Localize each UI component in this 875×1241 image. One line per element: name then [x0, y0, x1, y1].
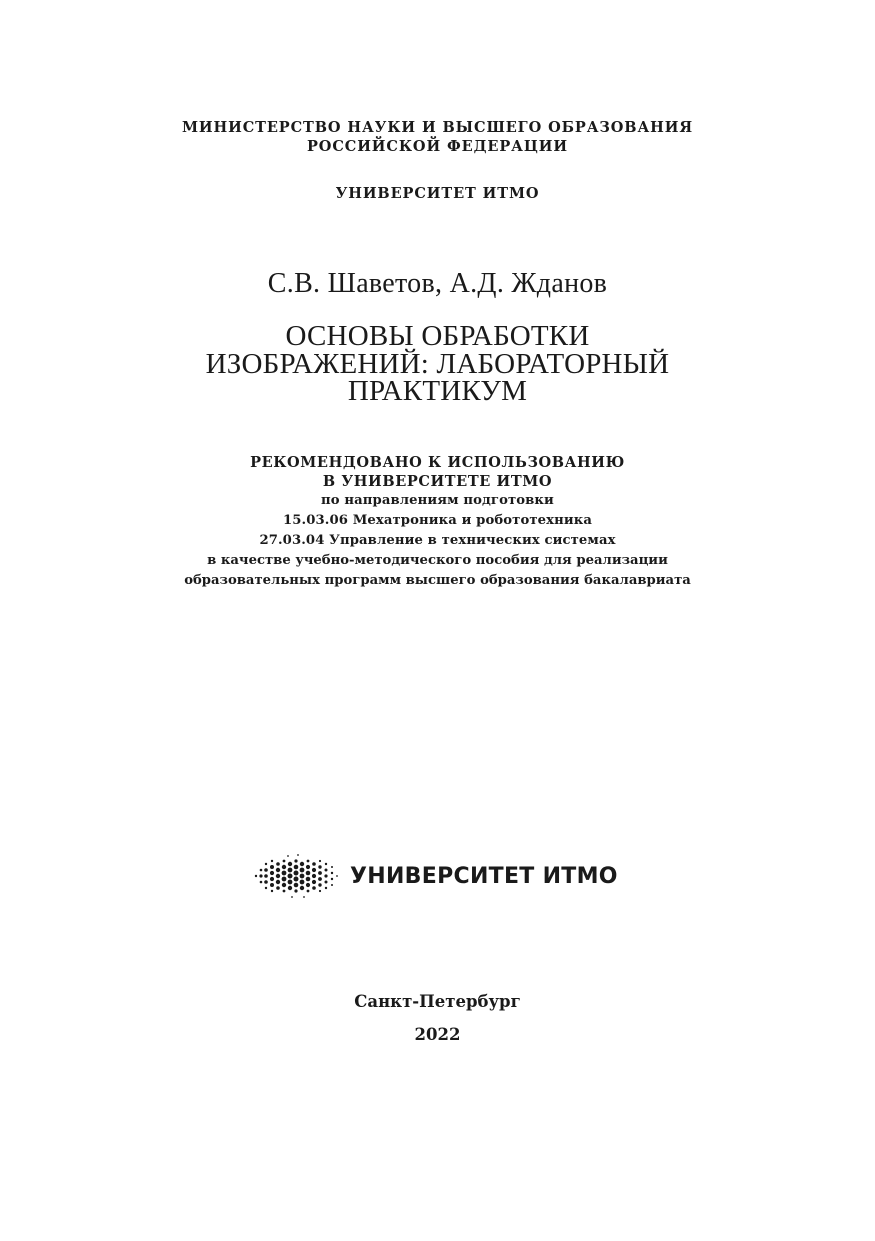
title-line-3: ПРАКТИКУМ [347, 375, 528, 407]
recommendation-line-5: 27.03.04 Управление в технических системах [259, 533, 616, 548]
title-line-2: ИЗОБРАЖЕНИЙ: ЛАБОРАТОРНЫЙ [205, 348, 670, 380]
recommendation-line-2: В УНИВЕРСИТЕТЕ ИТМО [322, 473, 553, 490]
ministry-line-1: МИНИСТЕРСТВО НАУКИ И ВЫСШЕГО ОБРАЗОВАНИЯ [181, 119, 694, 136]
year: 2022 [414, 1025, 461, 1044]
city: Санкт-Петербург [354, 992, 521, 1011]
recommendation-line-7: образовательных программ высшего образования бакалавриата [184, 573, 691, 588]
ministry-line-2: РОССИЙСКОЙ ФЕДЕРАЦИИ [306, 138, 568, 155]
itmo-logo [252, 852, 618, 900]
logo-text: УНИВЕРСИТЕТ ИТМО [350, 863, 618, 889]
authors: С.В. Шаветов, А.Д. Жданов [267, 268, 608, 299]
recommendation-line-3: по направлениям подготовки [321, 493, 554, 508]
title-line-1: ОСНОВЫ ОБРАБОТКИ [285, 320, 590, 352]
university-header: УНИВЕРСИТЕТ ИТМО [335, 185, 540, 202]
recommendation-line-1: РЕКОМЕНДОВАНО К ИСПОЛЬЗОВАНИЮ [250, 454, 625, 471]
itmo-dots-logo-icon [252, 852, 342, 900]
recommendation-line-4: 15.03.06 Мехатроника и робототехника [283, 513, 592, 528]
recommendation-line-6: в качестве учебно-методического пособия для реализации [207, 553, 668, 568]
